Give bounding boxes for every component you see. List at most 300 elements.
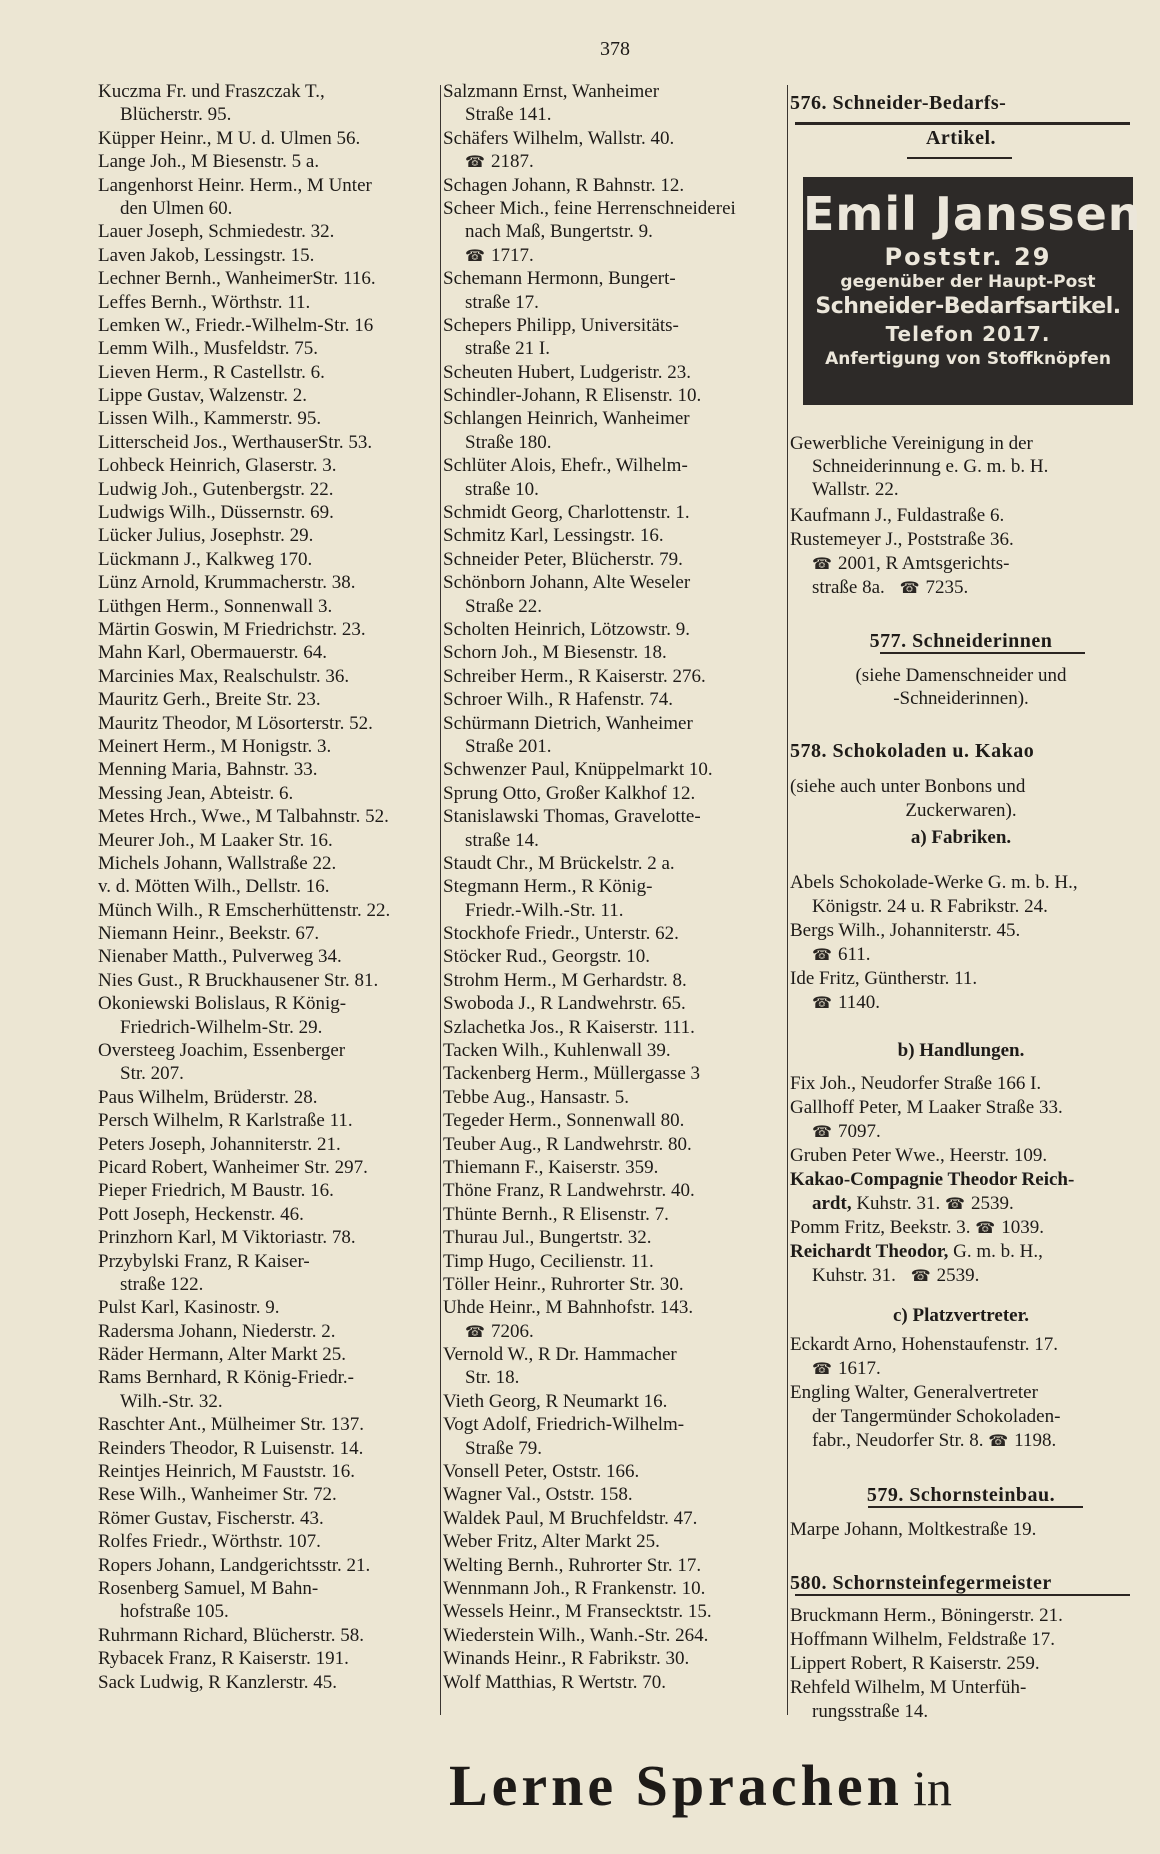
entry-line: [98, 1577, 438, 1600]
entry-line: [443, 945, 783, 968]
entry-line: [98, 922, 438, 945]
directory-entry: [443, 852, 783, 875]
entry-line: [443, 1671, 783, 1694]
entry-text: Mahn Karl, Obermauerstr. 64.: [98, 642, 327, 664]
entry-text: Schreiber Herm., R Kaiserstr. 276.: [443, 665, 706, 687]
entry-line: [443, 197, 783, 220]
heading-rule: [907, 157, 1012, 159]
entry-text: Wennmann Joh., R Frankenstr. 10.: [443, 1578, 706, 1599]
phone-icon: ☎: [945, 1196, 965, 1213]
entry-text: Pieper Friedrich, M Baustr. 16.: [98, 1180, 334, 1202]
phone-icon: ☎: [812, 1124, 832, 1141]
entry-line: [98, 1062, 438, 1085]
directory-entry: [98, 945, 438, 968]
directory-entry: [443, 267, 783, 314]
entry-text: Reichardt Theodor,: [790, 1241, 949, 1262]
entry-line: [443, 384, 783, 407]
entry-text: 2539.: [936, 1265, 980, 1286]
heading-rule: [868, 1506, 1083, 1508]
entry-line: [98, 431, 438, 454]
entry-text: Kuhstr. 31.: [856, 1193, 941, 1214]
entry-line: [790, 1216, 1132, 1240]
ad-address: Poststr. 29: [884, 243, 1052, 271]
entry-line: Marpe Johann, Moltkestraße 19.: [790, 1519, 1037, 1540]
entry-line: [98, 1296, 438, 1319]
entry-text: Prinzhorn Karl, M Viktoriastr. 78.: [98, 1227, 356, 1249]
entry-text: Stegmann Herm., R König-: [443, 876, 653, 898]
entry-line: [443, 1366, 783, 1389]
directory-entry: [443, 1016, 783, 1039]
entry-line: Rehfeld Wilhelm, M Unterfüh-: [790, 1677, 1027, 1698]
entry-text: Waldek Paul, M Bruchfeldstr. 47.: [443, 1507, 698, 1529]
entry-line: [443, 735, 783, 758]
entry-line: [98, 244, 438, 267]
entry-text: Niemann Heinr., Beekstr. 67.: [98, 923, 320, 945]
directory-entry: [443, 1483, 783, 1506]
directory-entry: [98, 1437, 438, 1460]
entry-line: [98, 361, 438, 384]
entry-line: [443, 1156, 783, 1179]
ad-name: Emil Janssen: [803, 187, 1142, 241]
entry-line: [98, 1226, 438, 1249]
section-576-heading-cont: Artikel.: [925, 127, 997, 149]
entry-text: Nies Gust., R Bruckhausener Str. 81.: [98, 969, 379, 991]
entry-text: Laven Jakob, Lessingstr. 15.: [98, 244, 315, 266]
entry-line: [443, 1624, 783, 1647]
entry-text: Ruhrmann Richard, Blücherstr. 58.: [98, 1624, 364, 1646]
entry-text: Picard Robert, Wanheimer Str. 297.: [98, 1156, 368, 1178]
directory-entry: [443, 1250, 783, 1273]
entry-text: Persch Wilhelm, R Karlstraße 11.: [98, 1110, 353, 1132]
entry-text: Schorn Joh., M Biesenstr. 18.: [443, 642, 667, 664]
entry-text: Pott Joseph, Heckenstr. 46.: [98, 1203, 304, 1225]
entry-text: Räder Hermann, Alter Markt 25.: [98, 1344, 346, 1366]
entry-line: [98, 197, 438, 220]
entry-text: Rybacek Franz, R Kaiserstr. 191.: [98, 1648, 349, 1670]
entry-line: [98, 1109, 438, 1132]
entry-text: Thöne Franz, R Landwehrstr. 40.: [443, 1180, 695, 1202]
entry-line: [98, 1600, 438, 1623]
entry-line: [98, 1039, 438, 1062]
entry-line: [443, 992, 783, 1015]
banner-text: Lerne Sprachen: [449, 1753, 903, 1818]
entry-line: [98, 1390, 438, 1413]
advertisement-emil-janssen: [803, 177, 1142, 405]
directory-entry: [443, 1039, 783, 1062]
directory-entry: [443, 618, 783, 641]
directory-entry: [98, 899, 438, 922]
directory-entry: [98, 1226, 438, 1249]
entry-line: [443, 782, 783, 805]
entry-text: straße 14.: [465, 829, 539, 851]
directory-entry: [98, 501, 438, 524]
entry-line: [98, 595, 438, 618]
directory-entry: [443, 1647, 783, 1670]
entry-text: Lauer Joseph, Schmiedestr. 32.: [98, 221, 335, 243]
ad-line: Schneider-Bedarfsartikel.: [815, 294, 1121, 319]
entry-line: [98, 1156, 438, 1179]
directory-entry: [443, 1530, 783, 1553]
entry-text: den Ulmen 60.: [120, 197, 233, 219]
directory-entry: [443, 1624, 783, 1647]
entry-text: Schemann Hermonn, Bungert-: [443, 268, 676, 290]
entry-line: [443, 758, 783, 781]
directory-entry: [98, 174, 438, 221]
entry-text: 7206.: [490, 1320, 534, 1342]
entry-line: [98, 875, 438, 898]
entry-text: Nienaber Matth., Pulverweg 34.: [98, 946, 342, 968]
entry-line: [443, 1016, 783, 1039]
entry-line: [790, 1429, 1132, 1453]
directory-entry: [98, 454, 438, 477]
directory-entry: [98, 969, 438, 992]
entry-text: Szlachetka Jos., R Kaiserstr. 111.: [443, 1016, 695, 1038]
directory-entry: [443, 1296, 783, 1343]
directory-entry: [443, 1109, 783, 1132]
entry-line: [98, 220, 438, 243]
entry-text: Lünz Arnold, Krummacherstr. 38.: [98, 572, 356, 594]
entry-text: ardt,: [812, 1193, 852, 1214]
directory-entry: [443, 1390, 783, 1413]
banner-tail: in: [912, 1760, 952, 1816]
entry-line: [443, 618, 783, 641]
entry-text: Schmitz Karl, Lessingstr. 16.: [443, 525, 664, 547]
entry-text: Schmidt Georg, Charlottenstr. 1.: [443, 502, 690, 524]
entry-text: Ludwigs Wilh., Düssernstr. 69.: [98, 502, 334, 524]
entry-text: Stanislawski Thomas, Gravelotte-: [443, 806, 701, 828]
entry-line: [98, 291, 438, 314]
entry-text: Lücker Julius, Josephstr. 29.: [98, 525, 314, 547]
entry-text: Straße 201.: [465, 735, 552, 757]
entry-line: [443, 80, 783, 103]
phone-icon: ☎: [899, 580, 920, 597]
entry-line: [443, 103, 783, 126]
directory-entry: [98, 641, 438, 664]
entry-line: Engling Walter, Generalvertreter: [790, 1382, 1038, 1403]
entry-text: Scheer Mich., feine Herrenschneiderei: [443, 197, 736, 219]
entry-text: Friedr.-Wilh.-Str. 11.: [465, 899, 624, 921]
entry-text: Timp Hugo, Cecilienstr. 11.: [443, 1250, 654, 1272]
entry-line: [443, 127, 783, 150]
entry-line: [98, 478, 438, 501]
directory-entry: [443, 1507, 783, 1530]
entry-text: Leffes Bernh., Wörthstr. 11.: [98, 291, 311, 313]
entry-line: [790, 1240, 1132, 1263]
entry-line: [443, 1460, 783, 1483]
entry-line: [443, 899, 783, 922]
heading-rule: [880, 652, 1085, 654]
entry-line: [98, 992, 438, 1015]
entry-line: [443, 712, 783, 735]
ad-location: gegenüber der Haupt-Post: [840, 272, 1096, 292]
entry-line: [98, 337, 438, 360]
entry-text: Sack Ludwig, R Kanzlerstr. 45.: [98, 1671, 338, 1693]
entry-line: Eckardt Arno, Hohenstaufenstr. 17.: [790, 1334, 1059, 1355]
directory-entry: [98, 712, 438, 735]
directory-entry: [98, 1343, 438, 1366]
entry-line: der Tangermünder Schokoladen-: [812, 1406, 1061, 1427]
entry-text: Lippe Gustav, Walzenstr. 2.: [98, 385, 308, 407]
directory-entry: [443, 548, 783, 571]
directory-entry: [443, 688, 783, 711]
entry-line: [98, 829, 438, 852]
directory-entry: [98, 1671, 438, 1694]
entry-text: Rams Bernhard, R König-Friedr.-: [98, 1367, 354, 1389]
entry-line: [443, 1273, 783, 1296]
directory-entry: [98, 1039, 438, 1086]
directory-entry: [443, 1554, 783, 1577]
entry-text: Swoboda J., R Landwehrstr. 65.: [443, 993, 686, 1015]
entry-text: straße 122.: [120, 1273, 204, 1295]
entry-line: [98, 1671, 438, 1694]
entry-line: [443, 1577, 783, 1600]
entry-line: [98, 314, 438, 337]
phone-icon: ☎: [812, 1361, 832, 1378]
entry-line: [443, 1507, 783, 1530]
entry-text: Wolf Matthias, R Wertstr. 70.: [443, 1671, 666, 1693]
directory-entry: [98, 571, 438, 594]
entry-text: Okoniewski Bolislaus, R König-: [98, 993, 347, 1015]
section-note: -Schneiderinnen).: [893, 688, 1029, 709]
entry-line: [443, 1413, 783, 1436]
entry-text: 7097.: [837, 1121, 881, 1142]
entry-line: rungsstraße 14.: [812, 1701, 929, 1722]
directory-entry: [443, 805, 783, 852]
entry-line: [443, 1133, 783, 1156]
directory-entry: [98, 688, 438, 711]
entry-line: [443, 1296, 783, 1319]
directory-entry: [98, 992, 438, 1039]
entry-text: Reinders Theodor, R Luisenstr. 14.: [98, 1437, 364, 1459]
entry-line: [443, 1530, 783, 1553]
entry-line: [98, 641, 438, 664]
directory-entry: [443, 127, 783, 174]
directory-entry: [98, 852, 438, 875]
entry-text: v. d. Mötten Wilh., Dellstr. 16.: [98, 876, 330, 898]
entry-line: [443, 267, 783, 290]
directory-entry: [98, 314, 438, 337]
entry-line: [98, 1554, 438, 1577]
entry-text: Vonsell Peter, Oststr. 166.: [443, 1461, 640, 1483]
directory-entry: [98, 1554, 438, 1577]
directory-entry: [443, 571, 783, 618]
directory-entry: [98, 361, 438, 384]
directory-entry: [98, 337, 438, 360]
entry-text: Salzmann Ernst, Wanheimer: [443, 81, 660, 102]
entry-line: [443, 922, 783, 945]
entry-line: [98, 1366, 438, 1389]
directory-entry: [443, 641, 783, 664]
entry-text: Reintjes Heinrich, M Fauststr. 16.: [98, 1461, 356, 1483]
entry-line: Fix Joh., Neudorfer Straße 166 I.: [790, 1073, 1042, 1094]
entry-text: Ropers Johann, Landgerichtsstr. 21.: [98, 1554, 371, 1576]
directory-entry: [98, 1647, 438, 1670]
entry-text: Wessels Heinr., M Fransecktstr. 15.: [443, 1601, 712, 1623]
entry-text: Teuber Aug., R Landwehrstr. 80.: [443, 1133, 692, 1155]
entry-line: [98, 1203, 438, 1226]
entry-line: [98, 1483, 438, 1506]
entry-line: [790, 1192, 1132, 1216]
entry-line: [98, 524, 438, 547]
entry-line: [443, 291, 783, 314]
directory-entry: [443, 384, 783, 407]
entry-line: Bergs Wilh., Johanniterstr. 45.: [790, 920, 1021, 941]
directory-entry: [98, 1086, 438, 1109]
section-580-heading: 580. Schornsteinfegermeister: [790, 1572, 1052, 1594]
entry-line: [443, 150, 783, 173]
entry-line: [443, 1226, 783, 1249]
entry-line: [98, 1179, 438, 1202]
entry-line: [443, 431, 783, 454]
entry-line: [443, 501, 783, 524]
directory-entry: [98, 805, 438, 828]
entry-line: [98, 782, 438, 805]
entry-line: [443, 524, 783, 547]
entry-line: Gewerbliche Vereinigung in der: [790, 433, 1033, 454]
entry-text: 1717.: [490, 244, 534, 266]
directory-entry: [443, 1226, 783, 1249]
directory-entry: [98, 922, 438, 945]
directory-entry: [443, 454, 783, 501]
directory-entry: [443, 361, 783, 384]
directory-entry: [98, 407, 438, 430]
entry-text: Schürmann Dietrich, Wanheimer: [443, 712, 693, 734]
entry-line: [98, 665, 438, 688]
entry-text: Uhde Heinr., M Bahnhofstr. 143.: [443, 1297, 694, 1319]
entry-text: Blücherstr. 95.: [120, 104, 232, 126]
entry-text: Litterscheid Jos., WerthauserStr. 53.: [98, 431, 373, 453]
directory-entry: [443, 407, 783, 454]
entry-text: 1617.: [837, 1358, 881, 1379]
entry-text: Str. 18.: [465, 1367, 520, 1389]
entry-text: Scholten Heinrich, Lötzowstr. 9.: [443, 618, 690, 640]
entry-text: Küpper Heinr., M U. d. Ulmen 56.: [98, 127, 361, 149]
entry-line: [98, 1320, 438, 1343]
directory-entry: [443, 197, 783, 267]
entry-text: Raschter Ant., Mülheimer Str. 137.: [98, 1414, 364, 1436]
directory-entry: [443, 1671, 783, 1694]
entry-text: G. m. b. H.,: [953, 1241, 1043, 1262]
directory-entry: [98, 1577, 438, 1624]
entry-line: [98, 1343, 438, 1366]
entry-text: Schepers Philipp, Universitäts-: [443, 314, 679, 336]
entry-text: Vernold W., R Dr. Hammacher: [443, 1344, 677, 1366]
entry-line: [98, 758, 438, 781]
entry-line: [443, 805, 783, 828]
directory-entry: [443, 1413, 783, 1460]
entry-text: Thiemann F., Kaiserstr. 359.: [443, 1156, 659, 1178]
entry-text: Peters Joseph, Johanniterstr. 21.: [98, 1133, 341, 1155]
entry-line: [98, 1530, 438, 1553]
entry-text: Marcinies Max, Realschulstr. 36.: [98, 665, 350, 687]
entry-line: [443, 1062, 783, 1085]
phone-icon: ☎: [975, 1220, 996, 1237]
entry-line: Kakao-Compagnie Theodor Reich-: [790, 1169, 1075, 1190]
section-note: (siehe auch unter Bonbons und: [790, 776, 1026, 797]
directory-entry: [98, 1203, 438, 1226]
directory-entry: [98, 384, 438, 407]
entry-text: Wagner Val., Oststr. 158.: [443, 1484, 633, 1506]
directory-entry: [98, 244, 438, 267]
entry-text: Schäfers Wilhelm, Wallstr. 40.: [443, 127, 675, 149]
entry-text: hofstraße 105.: [120, 1601, 229, 1623]
section-note: Zuckerwaren).: [905, 800, 1017, 821]
directory-entry: [443, 969, 783, 992]
directory-entry: [443, 992, 783, 1015]
entry-line: [443, 829, 783, 852]
phone-icon: ☎: [812, 947, 832, 964]
entry-line: [790, 552, 1132, 576]
entry-text: Langenhorst Heinr. Herm., M Unter: [98, 174, 372, 196]
directory-entry: [98, 1250, 438, 1297]
phone-icon: ☎: [465, 1323, 485, 1341]
entry-text: Pomm Fritz, Beekstr. 3.: [790, 1217, 971, 1238]
entry-text: 2001, R Amtsgerichts-: [837, 553, 1010, 574]
phone-icon: ☎: [910, 1268, 931, 1285]
entry-line: [443, 174, 783, 197]
entry-line: [98, 805, 438, 828]
entry-text: Meinert Herm., M Honigstr. 3.: [98, 735, 332, 757]
subsection-heading: b) Handlungen.: [897, 1040, 1025, 1061]
entry-text: 7235.: [925, 577, 969, 598]
entry-text: straße 21 I.: [465, 338, 550, 360]
directory-entry: [443, 922, 783, 945]
entry-line: [790, 1120, 1132, 1144]
section-576-heading: 576. Schneider-Bedarfs-: [790, 92, 1007, 114]
directory-entry: [443, 174, 783, 197]
directory-entry: [98, 1366, 438, 1413]
directory-entry: [443, 1062, 783, 1085]
entry-line: Abels Schokolade-Werke G. m. b. H.,: [790, 872, 1078, 893]
entry-text: Messing Jean, Abteistr. 6.: [98, 782, 294, 804]
directory-entry: [443, 80, 783, 127]
entry-line: [443, 220, 783, 243]
directory-entry: [98, 1296, 438, 1319]
directory-entry: [98, 1109, 438, 1132]
directory-entry: [443, 501, 783, 524]
entry-text: Ludwig Joh., Gutenbergstr. 22.: [98, 478, 334, 500]
entry-line: [98, 1016, 438, 1039]
entry-line: [98, 735, 438, 758]
directory-entry: [98, 1460, 438, 1483]
directory-entry: [98, 1179, 438, 1202]
entry-line: [443, 314, 783, 337]
entry-text: Schroer Wilh., R Hafenstr. 74.: [443, 689, 674, 711]
entry-text: Mauritz Gerh., Breite Str. 23.: [98, 689, 321, 711]
entry-text: Staudt Chr., M Brückelstr. 2 a.: [443, 852, 675, 874]
entry-text: Lüthgen Herm., Sonnenwall 3.: [98, 595, 333, 617]
directory-entry: [98, 758, 438, 781]
entry-line: [443, 1039, 783, 1062]
entry-line: [98, 1624, 438, 1647]
entry-text: Schönborn Johann, Alte Weseler: [443, 572, 691, 594]
entry-line: [98, 1460, 438, 1483]
entry-line: [443, 244, 783, 267]
entry-text: Vogt Adolf, Friedrich-Wilhelm-: [443, 1414, 685, 1436]
entry-line: [98, 548, 438, 571]
heading-rule: [795, 122, 1130, 125]
entry-line: [443, 875, 783, 898]
directory-entry: [443, 712, 783, 759]
entry-text: Radersma Johann, Niederstr. 2.: [98, 1320, 336, 1342]
entry-text: Lange Joh., M Biesenstr. 5 a.: [98, 151, 320, 173]
directory-entry: [98, 618, 438, 641]
entry-line: [443, 641, 783, 664]
entry-line: [443, 1109, 783, 1132]
entry-text: Thurau Jul., Bungertstr. 32.: [443, 1227, 652, 1249]
entry-line: Schneiderinnung e. G. m. b. H.: [812, 456, 1049, 477]
entry-line: [790, 991, 1132, 1015]
